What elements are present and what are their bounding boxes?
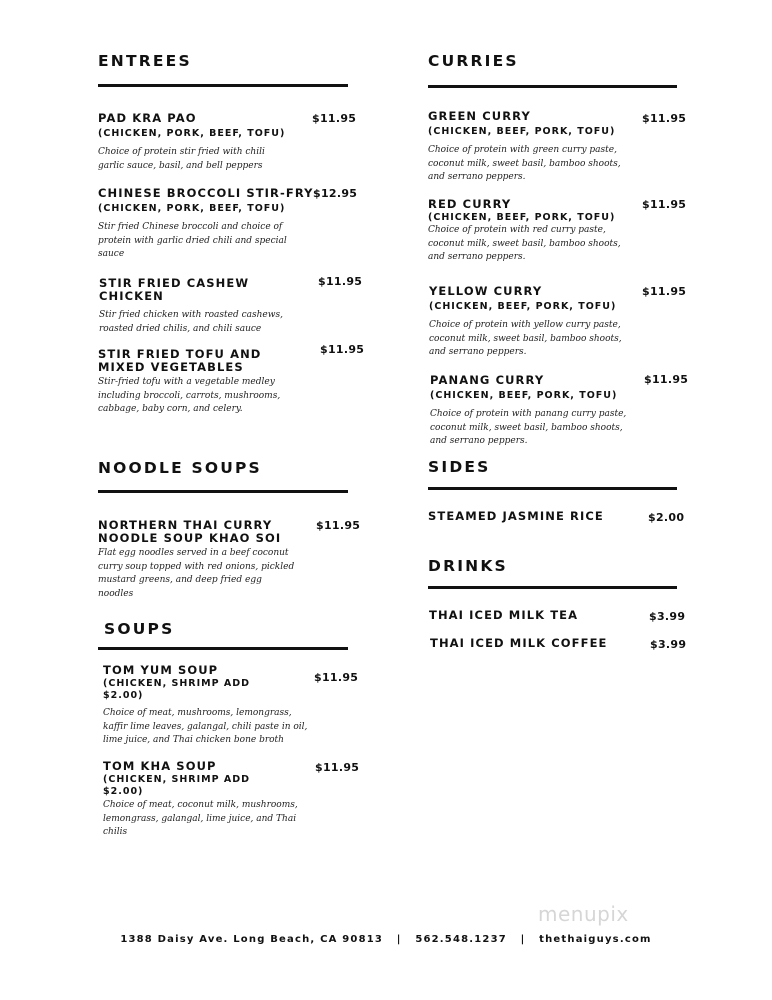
footer-address: 1388 Daisy Ave. Long Beach, CA 90813 (120, 934, 384, 945)
item-name: PANANG CURRY (430, 373, 545, 387)
item-options: (CHICKEN, BEEF, PORK, TOFU) (428, 126, 616, 137)
item-price: $11.95 (312, 112, 357, 125)
item-price: $12.95 (313, 187, 358, 200)
item-name: TOM KHA SOUP (103, 759, 217, 773)
section-title-soups: SOUPS (104, 620, 175, 638)
item-price: $2.00 (648, 511, 685, 524)
item-name: NORTHERN THAI CURRY (98, 518, 273, 532)
item-description: Choice of protein with red curry paste, coconut milk, sweet basil, bamboo shoots, and serrano peppers. (428, 225, 621, 262)
item-description: Choice of protein with panang curry paste, coconut milk, sweet basil, bamboo shoots, and serrano peppers. (430, 409, 627, 446)
section-divider (428, 487, 677, 490)
item-name-line-2: MIXED VEGETABLES (98, 360, 244, 374)
item-description: Choice of protein with green curry paste, coconut milk, sweet basil, bamboo shoots, and serrano peppers. (428, 145, 621, 182)
item-name: RED CURRY (428, 197, 512, 211)
item-name-line-2: CHICKEN (99, 289, 164, 303)
footer-separator: | (396, 934, 402, 945)
section-divider (428, 586, 677, 589)
footer-contact (0, 934, 772, 945)
section-title-sides: SIDES (428, 458, 491, 476)
item-options: (CHICKEN, BEEF, PORK, TOFU) (428, 212, 616, 223)
menu-item-panang-curry (430, 374, 640, 449)
item-name: STIR FRIED CASHEW (99, 276, 250, 290)
item-description: Stir-fried tofu with a vegetable medley including broccoli, carrots, mushrooms, cabbage, baby corn, and celery. (98, 377, 281, 414)
menu-item-thai-iced-coffee: THAI ICED MILK COFFEE (430, 636, 608, 650)
item-price: $11.95 (316, 519, 361, 532)
menu-item-thai-iced-tea: THAI ICED MILK TEA (429, 608, 579, 622)
item-price: $3.99 (650, 638, 687, 651)
menu-item-khao-soi (98, 519, 308, 601)
item-price: $11.95 (314, 671, 359, 684)
item-options: (CHICKEN, PORK, BEEF, TOFU) (98, 203, 286, 214)
item-price: $11.95 (644, 373, 689, 386)
item-price: $11.95 (642, 112, 687, 125)
item-price: $3.99 (649, 610, 686, 623)
section-title-noodle-soups: NOODLE SOUPS (98, 459, 262, 477)
menu-item-red-curry (428, 198, 638, 265)
section-divider (98, 647, 348, 650)
menu-item-jasmine-rice: STEAMED JASMINE RICE (428, 509, 604, 523)
item-name: YELLOW CURRY (429, 284, 543, 298)
item-price: $11.95 (642, 285, 687, 298)
item-options: (CHICKEN, SHRIMP ADD (103, 774, 250, 785)
item-options-line-2: $2.00) (103, 786, 144, 797)
item-options: (CHICKEN, SHRIMP ADD (103, 678, 250, 689)
footer-phone: 562.548.1237 (415, 934, 507, 945)
item-name: TOM YUM SOUP (103, 663, 219, 677)
item-name: STIR FRIED TOFU AND (98, 347, 262, 361)
item-options: (CHICKEN, PORK, BEEF, TOFU) (98, 128, 286, 139)
section-divider (98, 490, 348, 493)
menu-item-cashew-chicken (99, 277, 299, 336)
section-title-curries: CURRIES (428, 52, 519, 70)
section-title-entrees: ENTREES (98, 52, 192, 70)
menu-item-pad-kra-pao (98, 112, 298, 173)
footer-website[interactable]: thethaiguys.com (539, 934, 652, 945)
item-name: PAD KRA PAO (98, 111, 197, 125)
item-price: $11.95 (642, 198, 687, 211)
item-price: $11.95 (315, 761, 360, 774)
item-options-line-2: $2.00) (103, 690, 144, 701)
item-name-line-2: NOODLE SOUP KHAO SOI (98, 531, 282, 545)
menu-item-tofu-vegetables (98, 348, 298, 417)
menu-item-tom-kha (103, 760, 313, 840)
item-options: (CHICKEN, BEEF, PORK, TOFU) (430, 390, 618, 401)
item-name: GREEN CURRY (428, 109, 531, 123)
item-description: Choice of meat, mushrooms, lemongrass, kaffir lime leaves, galangal, chili paste in oil, lime juice, and Thai chicken bone broth (103, 708, 308, 745)
section-title-drinks: DRINKS (428, 557, 508, 575)
item-price: $11.95 (320, 343, 365, 356)
watermark-logo: menupix (538, 902, 629, 926)
item-description: Stir fried chicken with roasted cashews, roasted dried chilis, and chili sauce (99, 310, 283, 334)
menu-item-chinese-broccoli (98, 186, 314, 262)
item-description: Flat egg noodles served in a beef coconut curry soup topped with red onions, pickled mustard greens, and deep fried egg noodles (98, 548, 295, 599)
item-price: $11.95 (318, 275, 363, 288)
menu-item-tom-yum (103, 664, 313, 748)
item-name: CHINESE BROCCOLI STIR-FRY (98, 186, 314, 200)
menu-item-yellow-curry (429, 285, 639, 360)
section-divider (428, 85, 677, 88)
menu-item-green-curry (428, 110, 638, 185)
item-description: Choice of protein stir fried with chili garlic sauce, basil, and bell peppers (98, 147, 265, 171)
item-options: (CHICKEN, BEEF, PORK, TOFU) (429, 301, 617, 312)
item-description: Choice of protein with yellow curry paste, coconut milk, sweet basil, bamboo shoots, and serrano peppers. (429, 320, 622, 357)
item-description: Choice of meat, coconut milk, mushrooms, lemongrass, galangal, lime juice, and Thai chilis (103, 800, 298, 837)
footer-separator: | (520, 934, 526, 945)
item-description: Stir fried Chinese broccoli and choice of protein with garlic dried chili and special sauce (98, 222, 287, 259)
section-divider (98, 84, 348, 87)
